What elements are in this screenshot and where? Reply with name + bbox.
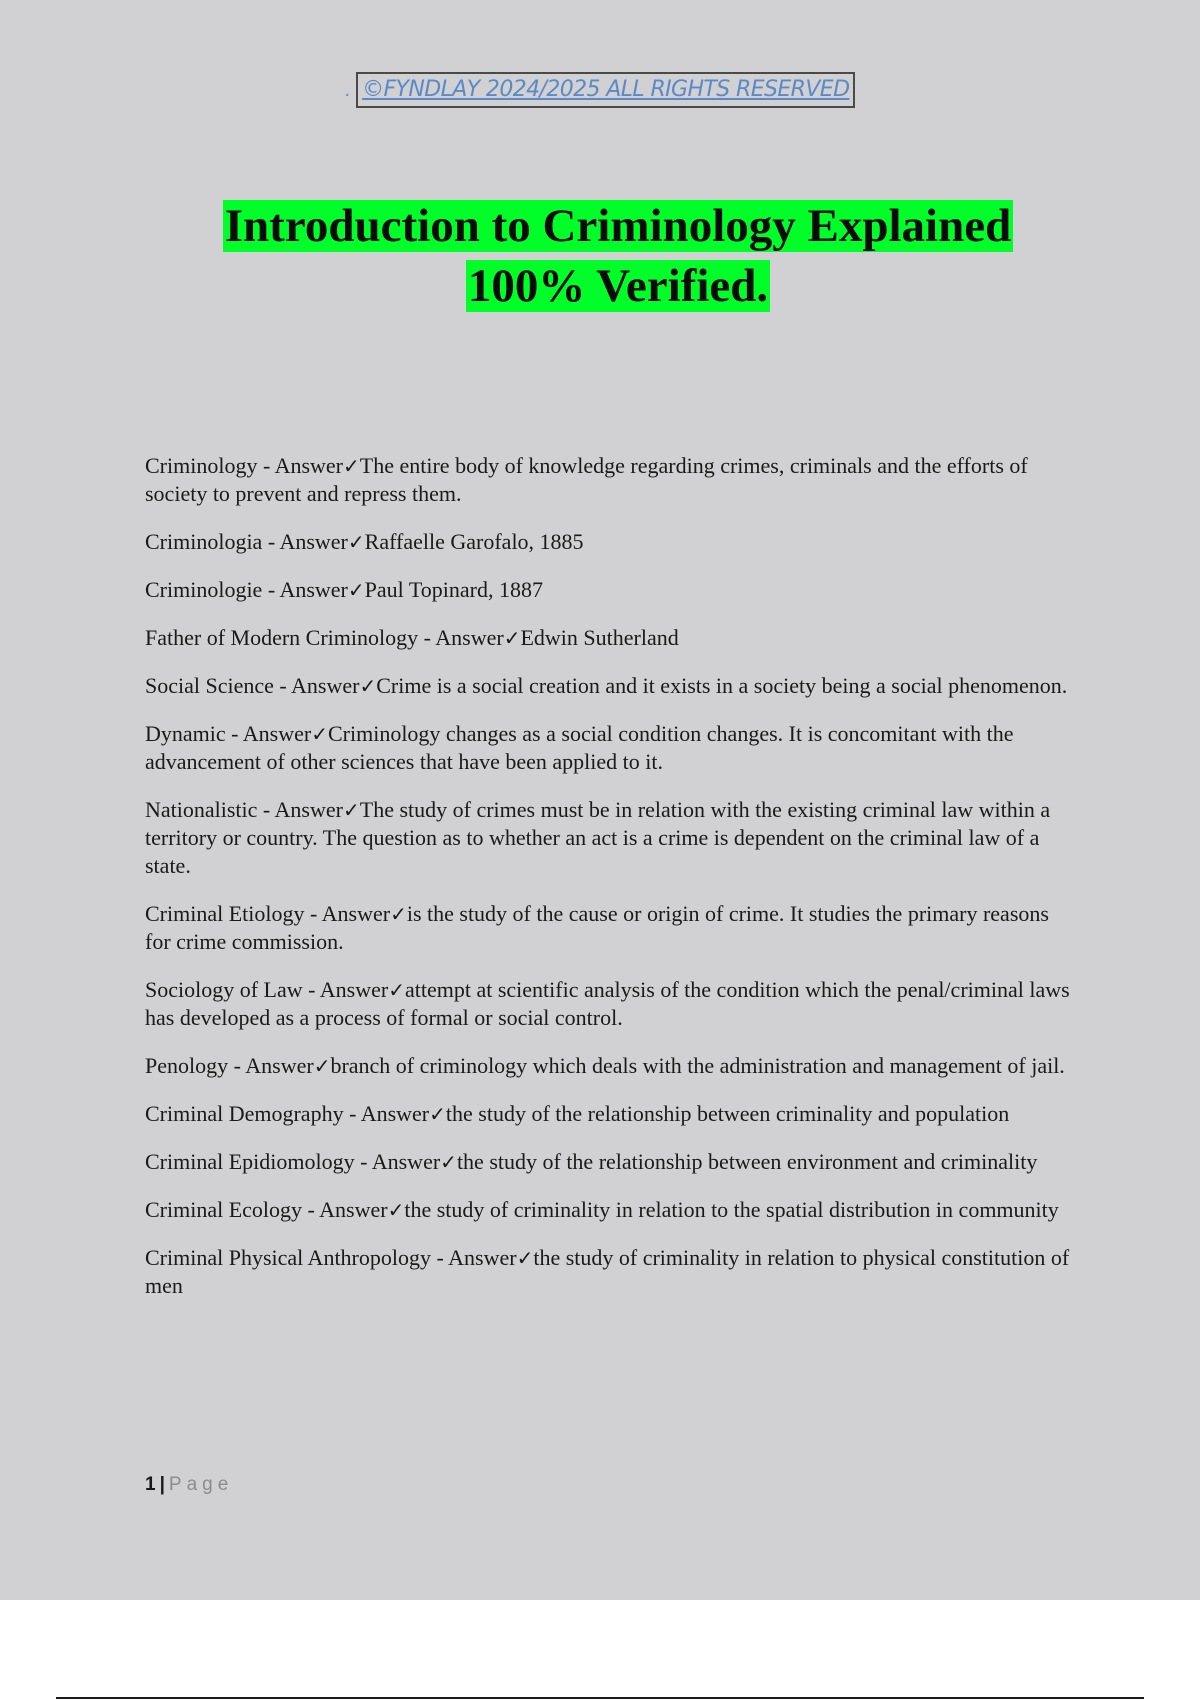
checkmark-icon: ✓ [311,722,328,746]
entry-answer: attempt at scientific analysis of the condition which the penal/criminal laws has developed as a process of formal or social control. [145,977,1070,1030]
answer-label: Answer [242,721,312,746]
answer-label: Answer [279,577,348,602]
checkmark-icon: ✓ [503,626,521,650]
entry-separator: - [302,977,320,1002]
entry-answer: the study of the relationship between environment and criminality [456,1149,1038,1174]
qa-entry [145,1052,1075,1080]
entry-separator: - [228,1053,246,1078]
qa-entry [145,576,1075,604]
qa-list [145,452,1075,1320]
entry-answer: Paul Topinard, 1887 [364,577,543,602]
entry-term: Criminologie [145,577,263,602]
entry-term: Criminology [145,453,258,478]
answer-label: Answer [245,1053,314,1078]
answer-label: Answer [435,625,504,650]
answer-label: Answer [319,1197,388,1222]
entry-separator: - [343,1101,361,1126]
entry-answer: The study of crimes must be in relation with the existing criminal law within a territory or country. The question as to whether an act is a crime is dependent on the criminal law of a state. [145,797,1051,878]
checkmark-icon: ✓ [429,1102,446,1126]
entry-term: Criminal Ecology [145,1197,303,1222]
title-line-1: Introduction to Criminology Explained [224,200,1012,252]
qa-entry [145,624,1075,652]
answer-label: Answer [360,1101,430,1126]
entry-term: Criminal Physical Anthropology [145,1245,431,1270]
checkmark-icon: ✓ [342,798,360,822]
qa-entry [145,452,1075,508]
entry-separator: - [262,529,280,554]
entry-term: Father of Modern Criminology [145,625,419,650]
qa-entry [145,528,1075,556]
answer-label: Answer [274,797,343,822]
checkmark-icon: ✓ [390,902,407,926]
entry-answer: the study of criminality in relation to physical constitution of men [145,1245,1070,1298]
copyright-header [0,72,1200,108]
copyright-notice: ©FYNDLAY 2024/2025 ALL RIGHTS RESERVED [356,72,855,108]
entry-answer: the study of the relationship between criminality and population [445,1101,1010,1126]
entry-term: Criminal Etiology [145,901,305,926]
page-number [145,1474,233,1496]
answer-label: Answer [321,901,391,926]
checkmark-icon: ✓ [347,578,365,602]
entry-separator: - [354,1149,372,1174]
entry-answer: branch of criminology which deals with the administration and management of jail. [330,1053,1065,1078]
entry-term: Penology [145,1053,229,1078]
entry-separator: - [257,797,275,822]
answer-label: Answer [319,977,389,1002]
entry-separator: - [431,1245,449,1270]
entry-separator: - [302,1197,320,1222]
qa-entry [145,1148,1075,1176]
page-number-value: 1 [145,1474,156,1495]
checkmark-icon: ✓ [343,454,360,478]
qa-entry [145,672,1075,700]
answer-label: Answer [371,1149,441,1174]
page-number-label: Page [168,1474,234,1495]
entry-answer: Criminology changes as a social condition changes. It is concomitant with the advancement of other sciences that have been applied to it. [145,721,1014,774]
entry-answer: Edwin Sutherland [520,625,679,650]
qa-entry [145,976,1075,1032]
entry-answer: The entire body of knowledge regarding crimes, criminals and the efforts of society to prevent and repress them. [145,453,1028,506]
entry-term: Criminologia [145,529,263,554]
entry-term: Criminal Demography [145,1101,344,1126]
answer-label: Answer [274,453,344,478]
entry-separator: - [273,673,292,698]
answer-label: Answer [448,1245,517,1270]
entry-answer: the study of criminality in relation to the spatial distribution in community [404,1197,1059,1222]
checkmark-icon: ✓ [313,1054,331,1078]
entry-separator: - [418,625,436,650]
entry-answer: Crime is a social creation and it exists in a society being a social phenomenon. [376,673,1068,698]
checkmark-icon: ✓ [347,530,365,554]
title-line-2: 100% Verified. [467,260,769,312]
entry-term: Social Science [145,673,274,698]
qa-entry [145,1244,1075,1300]
footer-divider [56,1697,1144,1699]
entry-term: Nationalistic [145,797,258,822]
qa-entry [145,796,1075,880]
document-title [0,196,1200,316]
entry-separator: - [304,901,322,926]
entry-separator: - [225,721,243,746]
checkmark-icon: ✓ [387,1198,405,1222]
qa-entry [145,1100,1075,1128]
checkmark-icon: ✓ [440,1150,457,1174]
entry-separator: - [257,453,275,478]
qa-entry [145,1196,1075,1224]
entry-separator: - [262,577,280,602]
entry-term: Criminal Epidiomology [145,1149,355,1174]
header-dot: . [344,78,351,101]
answer-label: Answer [291,673,360,698]
entry-term: Sociology of Law [145,977,303,1002]
checkmark-icon: ✓ [359,674,377,698]
qa-entry [145,900,1075,956]
entry-term: Dynamic [145,721,226,746]
qa-entry [145,720,1075,776]
page-number-divider: | [159,1474,165,1495]
entry-answer: is the study of the cause or origin of crime. It studies the primary reasons for crime commission. [145,901,1049,954]
checkmark-icon: ✓ [388,978,405,1002]
checkmark-icon: ✓ [516,1246,534,1270]
answer-label: Answer [279,529,348,554]
entry-answer: Raffaelle Garofalo, 1885 [364,529,584,554]
